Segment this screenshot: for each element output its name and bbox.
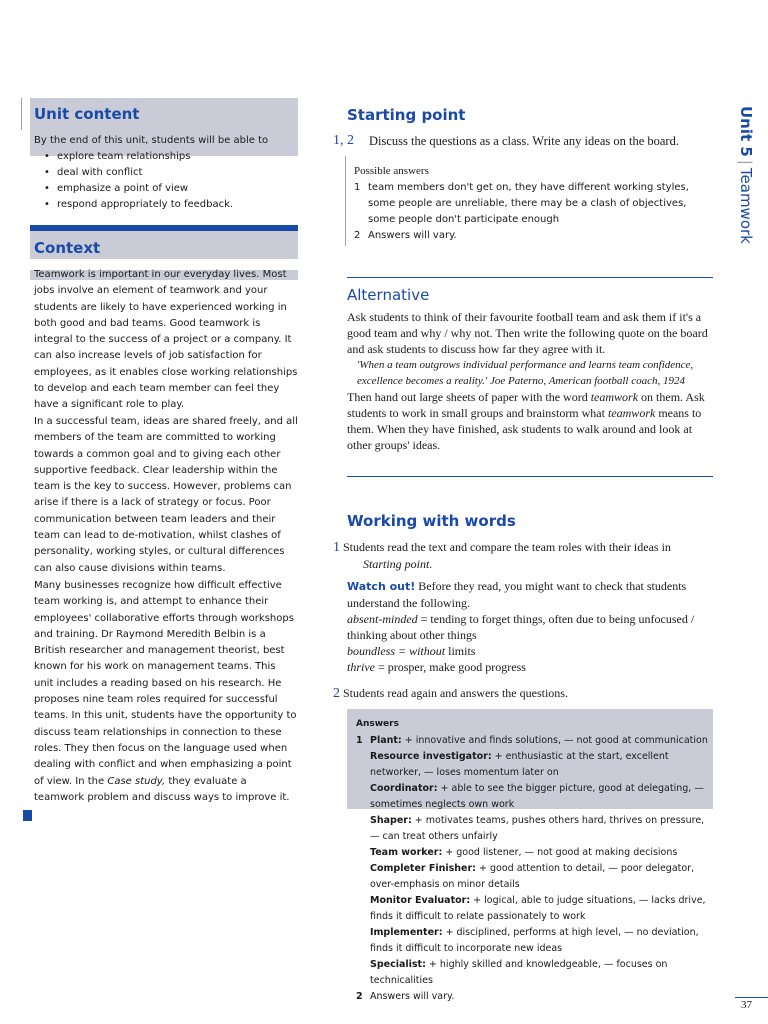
- role-text: + highly skilled and knowledgeable, — focuses on technicalities: [370, 959, 668, 986]
- role-text: Answers will vary.: [370, 991, 455, 1002]
- alt-term: teamwork: [590, 390, 639, 404]
- answers-list: [356, 733, 710, 1005]
- definition: [347, 643, 713, 659]
- alternative-paragraph-1: Ask students to think of their favourite football team and ask them if it's a good team and why / why not. Then write the following quote on the board and ask students to discuss how far they agree with it.: [347, 310, 708, 356]
- watch-out-label: Watch out!: [347, 580, 416, 593]
- answer-number: 2: [354, 230, 361, 241]
- page-number-rule: [735, 997, 768, 998]
- list-item: [354, 228, 708, 244]
- list-item: • emphasize a point of view: [44, 181, 294, 197]
- role-text: + good attention to detail, — poor delegator, over-emphasis on minor details: [370, 863, 695, 890]
- list-item: • explore team relationships: [44, 149, 294, 165]
- watch-out-text: Before they read, you might want to check that students understand the following.: [347, 579, 687, 610]
- context-paragraph-3: [34, 578, 298, 806]
- role-name: Completer Finisher:: [370, 863, 476, 874]
- list-item: • respond appropriately to feedback.: [44, 197, 294, 213]
- list-item: [356, 925, 710, 957]
- exercise-text: Students read the text and compare the team roles with their ideas in: [343, 540, 671, 554]
- list-item: [356, 989, 710, 1005]
- unit-content-intro: By the end of this unit, students will be able to: [34, 135, 269, 146]
- unit-side-title: [727, 106, 761, 266]
- role-text: + motivates teams, pushes others hard, thrives on pressure, — can treat others unfairly: [370, 815, 705, 842]
- exercise-number: 1: [333, 540, 340, 555]
- role-name: Shaper:: [370, 815, 412, 826]
- possible-answers-list: [354, 180, 708, 244]
- left-margin-bar: [21, 98, 22, 130]
- unit-side-label: [737, 106, 755, 244]
- definition: [347, 659, 713, 675]
- watch-out-intro: [347, 578, 713, 611]
- exercise-number: 2: [333, 686, 340, 701]
- exercise-2: [333, 686, 568, 702]
- alternative-title: Alternative: [347, 286, 430, 304]
- role-text: + enthusiastic at the start, excellent networker, — loses momentum later on: [370, 751, 669, 778]
- list-item: [354, 180, 708, 228]
- definition: [347, 611, 713, 643]
- alt-term: teamwork: [607, 406, 656, 420]
- answer-number: 2: [356, 991, 363, 1002]
- definition-text: limits: [445, 644, 476, 658]
- context-p3-end: they evaluate a teamwork problem and discuss ways to improve it.: [34, 775, 290, 803]
- context-paragraph-2: In a successful team, ideas are shared freely, and all members of the team are committed to working towards a common goal and to giving each other supportive feedback. Clear leadership within the team is the key to success. However, problems can arise if there is a lack of strategy or focus. Poor communication between team leaders and their team can lead to de-motivation, whilst clashes of personality, working styles, or cultural differences can also cause divisions within teams.: [34, 416, 298, 574]
- role-name: Implementer:: [370, 927, 443, 938]
- answer-number: 1: [354, 182, 361, 193]
- definition-text: = tending to forget things, often due to being unfocused / thinking about other things: [347, 612, 695, 642]
- answer-number: 1: [356, 735, 363, 746]
- list-item: [356, 781, 710, 813]
- list-item: [356, 749, 710, 781]
- role-text: + logical, able to judge situations, — lacks drive, finds it difficult to relate passionately to work: [370, 895, 706, 922]
- separator: |: [737, 159, 755, 165]
- list-item: [356, 861, 710, 893]
- unit-number: Unit 5: [737, 106, 755, 157]
- answers-title: Answers: [356, 719, 399, 729]
- possible-answers-label: Possible answers: [354, 165, 429, 177]
- case-study-ref: Case study,: [107, 775, 166, 787]
- definition-term: boundless = without: [347, 644, 446, 658]
- context-paragraph-1: Teamwork is important in our everyday lives. Most jobs involve an element of teamwork and your students are likely to have experienced working in both good and bad teams. Good teamwork is integral to the success of a project or a company. It can also increase levels of job satisfaction for employees, as it enables close working relationships to develop and each team member can feel they have a significant role to play.: [34, 269, 298, 411]
- exercise-1: [333, 539, 713, 572]
- alt-text: means to them. When they have finished, ask students to walk around and look at other groups' ideas.: [347, 406, 702, 452]
- watch-out: [347, 578, 713, 675]
- role-name: Team worker:: [370, 847, 443, 858]
- starting-point-title: Starting point: [347, 106, 466, 124]
- role-name: Specialist:: [370, 959, 426, 970]
- answer-text: team members don't get on, they have different working styles, some people are unreliable, there may be a clash of objectives, some people don't participate enough: [368, 182, 689, 225]
- role-text: + innovative and finds solutions, — not good at communication: [401, 735, 708, 746]
- list-item: [356, 845, 710, 861]
- end-marker: [23, 810, 32, 821]
- role-text: + able to see the bigger picture, good at delegating, — sometimes neglects own work: [370, 783, 704, 810]
- unit-content-title: Unit content: [34, 105, 140, 123]
- answer-text: Answers will vary.: [368, 230, 457, 241]
- definition-term: absent-minded: [347, 612, 418, 626]
- role-name: Monitor Evaluator:: [370, 895, 471, 906]
- context-p3-text: Many businesses recognize how difficult effective team working is, and attempt to enhance their employees' collaborative efforts through workshops and training. Dr Raymond Meredith Belbin is a British researcher and management theorist, best known for his work on management teams. This unit includes a reading based on his research. He proposes nine team roles required for successful teams. In this unit, students have the opportunity to discuss team relationships in connection to these roles. They then focus on the language used when dealing with conflict and when emphasizing a point of view. In the: [34, 580, 297, 787]
- alternative-paragraph-2: [347, 389, 709, 453]
- role-text: + good listener, — not good at making decisions: [442, 847, 678, 858]
- alternative-body: [347, 309, 709, 453]
- possible-answers-rule: [345, 156, 346, 246]
- list-item: [356, 813, 710, 845]
- unit-topic: Teamwork: [737, 167, 755, 244]
- working-with-words-title: Working with words: [347, 512, 516, 530]
- starting-point-numbers: 1, 2: [333, 133, 354, 148]
- divider: [347, 476, 713, 477]
- role-name: Coordinator:: [370, 783, 438, 794]
- role-name: Resource investigator:: [370, 751, 492, 762]
- alt-text: on them. Ask students to work in small groups and brainstorm what: [347, 390, 705, 420]
- list-item: [356, 733, 710, 749]
- definition-text: = prosper, make good progress: [375, 660, 526, 674]
- role-name: Plant:: [370, 735, 402, 746]
- divider: [347, 277, 713, 278]
- alt-text: Then hand out large sheets of paper with the word: [347, 390, 591, 404]
- list-item: • deal with conflict: [44, 165, 294, 181]
- definition-term: thrive: [347, 660, 375, 674]
- list-item: [356, 893, 710, 925]
- exercise-text: Students read again and answers the questions.: [343, 686, 568, 700]
- starting-point-text: Discuss the questions as a class. Write any ideas on the board.: [369, 134, 679, 148]
- alternative-quote: 'When a team outgrows individual performance and learns team confidence, excellence becomes a reality.' Joe Paterno, American football coach, 1924: [357, 359, 694, 387]
- role-text: + disciplined, performs at high level, — no deviation, finds it difficult to incorporate new ideas: [370, 927, 699, 954]
- list-item: [356, 957, 710, 989]
- page-number: 37: [741, 999, 752, 1011]
- context-title: Context: [34, 239, 101, 257]
- unit-content-list: [44, 149, 294, 213]
- exercise-ref: Starting point.: [363, 557, 433, 571]
